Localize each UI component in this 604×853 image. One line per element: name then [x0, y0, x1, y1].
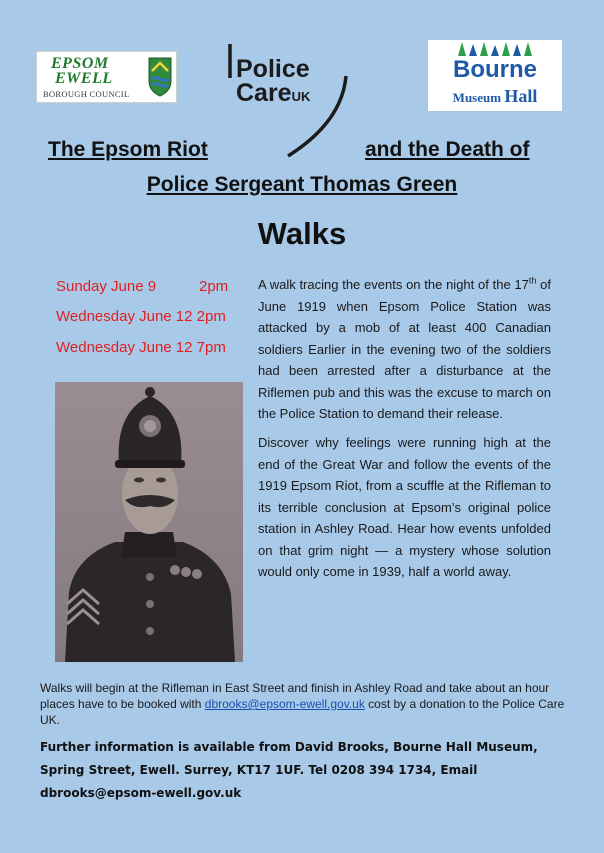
epsom-ewell-shield-icon	[148, 57, 172, 97]
title-line-2	[0, 172, 604, 198]
epsom-ewell-logo	[36, 51, 177, 103]
booking-info	[40, 680, 568, 728]
schedule-time-1: 2pm	[199, 278, 229, 295]
booking-info-text-a: Walks will begin at the Rifleman in East Street and finish in Ashley Road and take about an hour places have to be booked with	[40, 681, 550, 711]
police-care-word: Care	[236, 79, 292, 107]
description-p1-sup: th	[528, 275, 537, 286]
bourne-logo-hall: Hall	[504, 86, 538, 106]
bourne-logo-museum: Museum	[452, 90, 505, 105]
description-paragraph-2: Discover why feelings were running high at the end of the Great War and follow the events of the 1919 Epsom Riot, from a scuffle at the Rifleman to its terrible conclusion at Epsom’s original police station in Ashley Road. Hear how events unfolded on that grim night — a mystery whose solution would only come in 1939, half a world away.	[258, 435, 551, 579]
description-paragraph-1	[258, 274, 551, 425]
bourne-logo-line-1: Bourne	[453, 56, 537, 83]
epsom-logo-name-2: EWELL	[55, 70, 113, 87]
schedule-day-1: Sunday June 9	[56, 278, 157, 295]
contact-line-2: Spring Street, Ewell. Surrey, KT17 1UF. Tel 0208 394 1734, Email	[40, 763, 478, 777]
contact-info	[40, 736, 580, 805]
description-p1-rest: of June 1919 when Epsom Police Station was attacked by a mob of at least 400 Canadian soldiers Earlier in the evening two of the soldiers had been arrested after a disturbance at the Riflemen pub and this was the excuse to march on the Police Station to demand their release.	[258, 277, 551, 421]
title-line-2-text: Police Sergeant Thomas Green	[146, 173, 458, 196]
epsom-logo-subtitle: BOROUGH COUNCIL	[43, 89, 130, 99]
title-part-2: and the Death of	[365, 138, 530, 161]
sergeant-portrait-illustration	[55, 382, 243, 662]
schedule-item-2: Wednesday June 12 2pm	[56, 308, 226, 325]
booking-info-text-b: cost by a donation to the Police Care UK.	[40, 697, 565, 727]
bourne-logo-line-2	[428, 85, 562, 109]
walks-heading: Walks	[257, 216, 347, 251]
sergeant-portrait-photo	[55, 382, 243, 662]
police-care-suffix: UK	[291, 89, 311, 104]
description-p1-start: A walk tracing the events on the night of the 17	[258, 277, 529, 292]
contact-line-1: Further information is available from David Brooks, Bourne Hall Museum,	[40, 740, 538, 754]
booking-email-link[interactable]: dbrooks@epsom-ewell.gov.uk	[204, 697, 365, 711]
police-care-line-2	[236, 80, 310, 110]
contact-line-3: dbrooks@epsom-ewell.gov.uk	[40, 786, 242, 800]
title-part-1: The Epsom Riot	[48, 138, 208, 161]
police-care-logo	[222, 40, 352, 160]
police-care-line-1: Police	[236, 55, 310, 83]
bourne-hall-logo	[428, 40, 562, 111]
epsom-logo-name-1: EPSOM	[51, 55, 109, 72]
schedule-item-3: Wednesday June 12 7pm	[56, 339, 226, 356]
